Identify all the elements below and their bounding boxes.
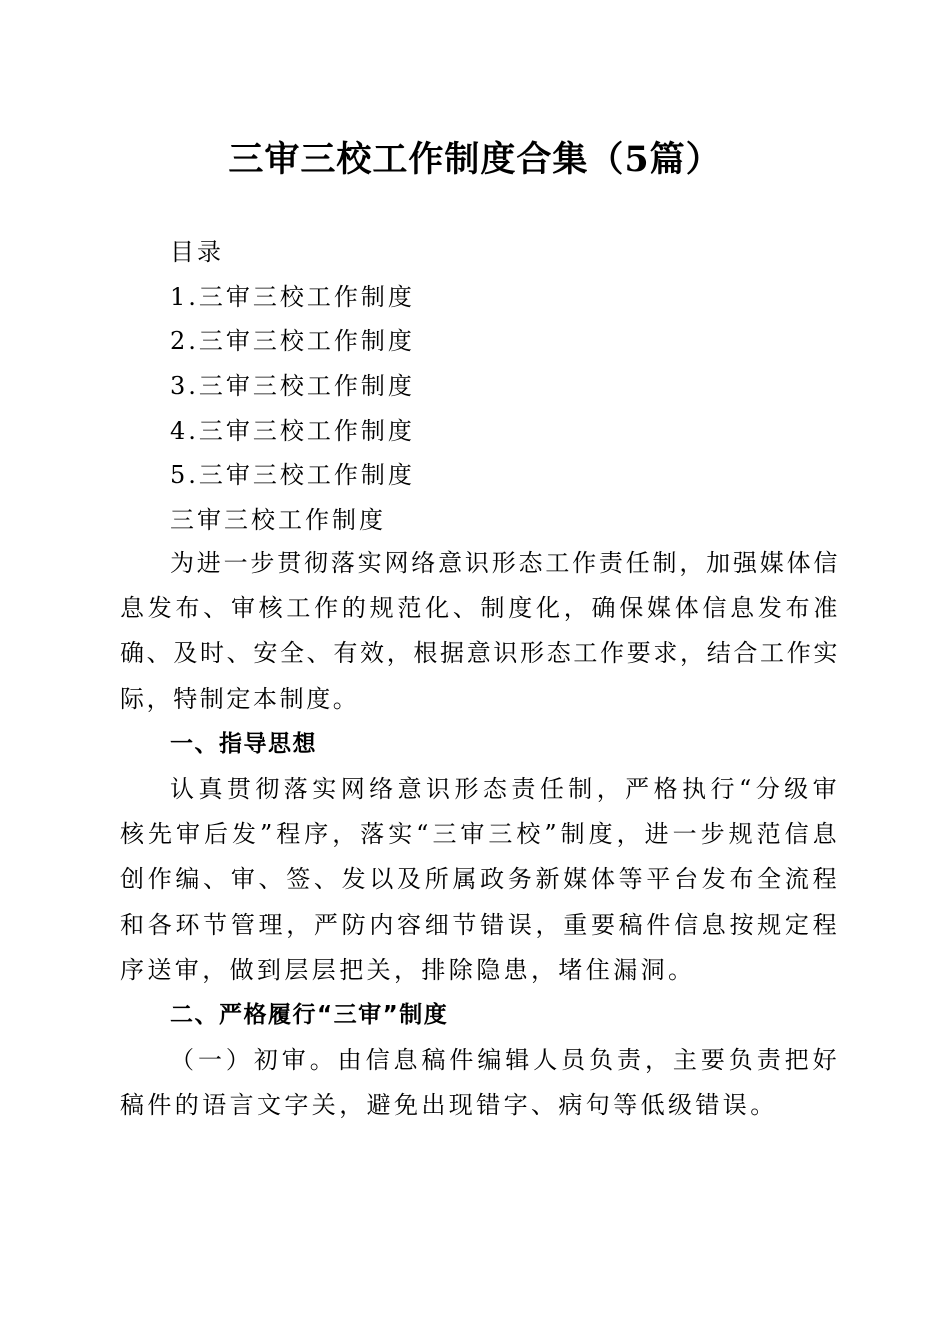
toc-item-5: 5.三审三校工作制度: [170, 461, 415, 490]
article-body: [120, 541, 840, 1129]
toc-item-2: 2.三审三校工作制度: [170, 327, 415, 356]
toc-item-4: 4.三审三校工作制度: [170, 416, 415, 445]
intro-paragraph: 为进一步贯彻落实网络意识形态工作责任制，加强媒体信息发布、审核工作的规范化、制度化，确保媒体信息发布准确、及时、安全、有效，根据意识形态工作要求，结合工作实际，特制定本制度。: [120, 549, 840, 713]
toc-item-1: 1.三审三校工作制度: [170, 282, 415, 311]
section-2-item-1: （一）初审。由信息稿件编辑人员负责，主要负责把好稿件的语言文字关，避免出现错字、病句等低级错误。: [120, 1046, 840, 1120]
article-title: 三审三校工作制度: [170, 506, 386, 535]
toc-heading: 目录: [170, 238, 224, 266]
section-2-heading: 二、严格履行“三审”制度: [170, 1002, 449, 1029]
table-of-contents: [170, 230, 870, 543]
section-1-paragraph: 认真贯彻落实网络意识形态责任制，严格执行“分级审核先审后发”程序，落实“三审三校”制度，进一步规范信息创作编、审、签、发以及所属政务新媒体等平台发布全流程和各环节管理，严防内容细节错误，重要稿件信息按规定程序送审，做到层层把关，排除隐患，堵住漏洞。: [120, 775, 840, 984]
toc-item-3: 3.三审三校工作制度: [170, 372, 415, 401]
document-title: 三审三校工作制度合集（5篇）: [228, 139, 722, 180]
section-1-heading: 一、指导思想: [170, 730, 317, 757]
